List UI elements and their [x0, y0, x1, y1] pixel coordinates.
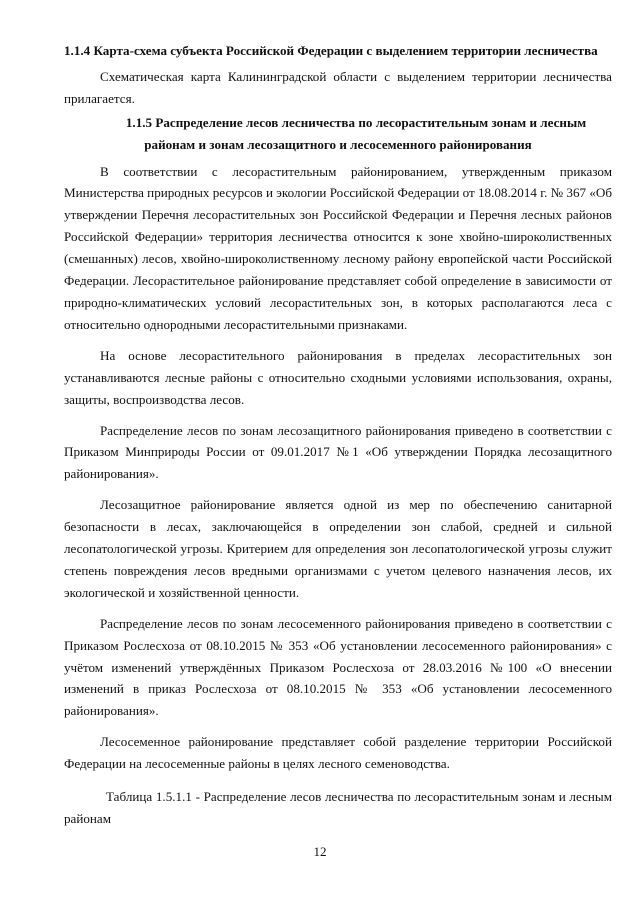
table-caption: Таблица 1.5.1.1 - Распределение лесов лесничества по лесорастительным зонам и лесным районам [64, 789, 612, 826]
page-content [64, 40, 612, 830]
paragraph: Распределение лесов по зонам лесозащитного районирования приведено в соответствии с Приказом Минприроды России от 09.01.2017 №1 «Об утверждении Порядка лесозащитного районирования». [64, 422, 612, 482]
paragraph: Лесосеменное районирование представляет собой разделение территории Российской Федерации на лесосеменные районы в целях лесного семеноводства. [64, 734, 612, 772]
paragraph: На основе лесорастительного районирования в пределах лесорастительных зон устанавливаются лесные районы с относительно сходными условиями использования, охраны, защиты, воспроизводства лесов. [64, 347, 612, 407]
section-heading-1-1-5: 1.1.5 Распределение лесов лесничества по лесорастительным зонам и лесным районам и зонам лесозащитного и лесосеменного районирования [125, 114, 587, 152]
paragraph: Лесозащитное районирование является одной из мер по обеспечению санитарной безопасности в лесах, заключающейся в определении зон слабой, средней и сильной лесопатологической угрозы. Критерием для определения зон лесопатологической угрозы служит степень повреждения лесов вредными организмами с учетом целевого назначения лесов, их экологической и хозяйственной ценности. [64, 497, 612, 600]
paragraph: В соответствии с лесорастительным районированием, утвержденным приказом Министерства природных ресурсов и экологии Российской Федерации от 18.08.2014 г. № 367 «Об утверждении Перечня лесорастительных зон Российской Федерации и Перечня лесных районов Российской Федерации» территория лесничества относится к зоне хвойно-широколиственных (смешанных) лесов, хвойно-широколиственному лесному району европейской части Российской Федерации. Лесорастительное районирование представляет собой определение в зависимости от природно-климатических условий лесорастительных зон, в которых располагаются леса с относительно однородными лесорастительными признаками. [64, 163, 612, 332]
paragraph: Распределение лесов по зонам лесосеменного районирования приведено в соответствии с Приказом Рослесхоза от 08.10.2015 № 353 «Об установлении лесосеменного районирования» с учётом изменений утверждённых Приказом Рослесхоза от 28.03.2016 №100 «О внесении изменений в приказ Рослесхоза от 08.10.2015 № 353 «Об установлении лесосеменного районирования». [64, 615, 612, 719]
section-heading-1-1-4: 1.1.4 Карта-схема субъекта Российской Федерации с выделением территории лесничества [64, 43, 598, 58]
paragraph-map: Схематическая карта Калининградской области с выделением территории лесничества прилагается. [64, 68, 612, 106]
page-number: 12 [313, 844, 327, 859]
